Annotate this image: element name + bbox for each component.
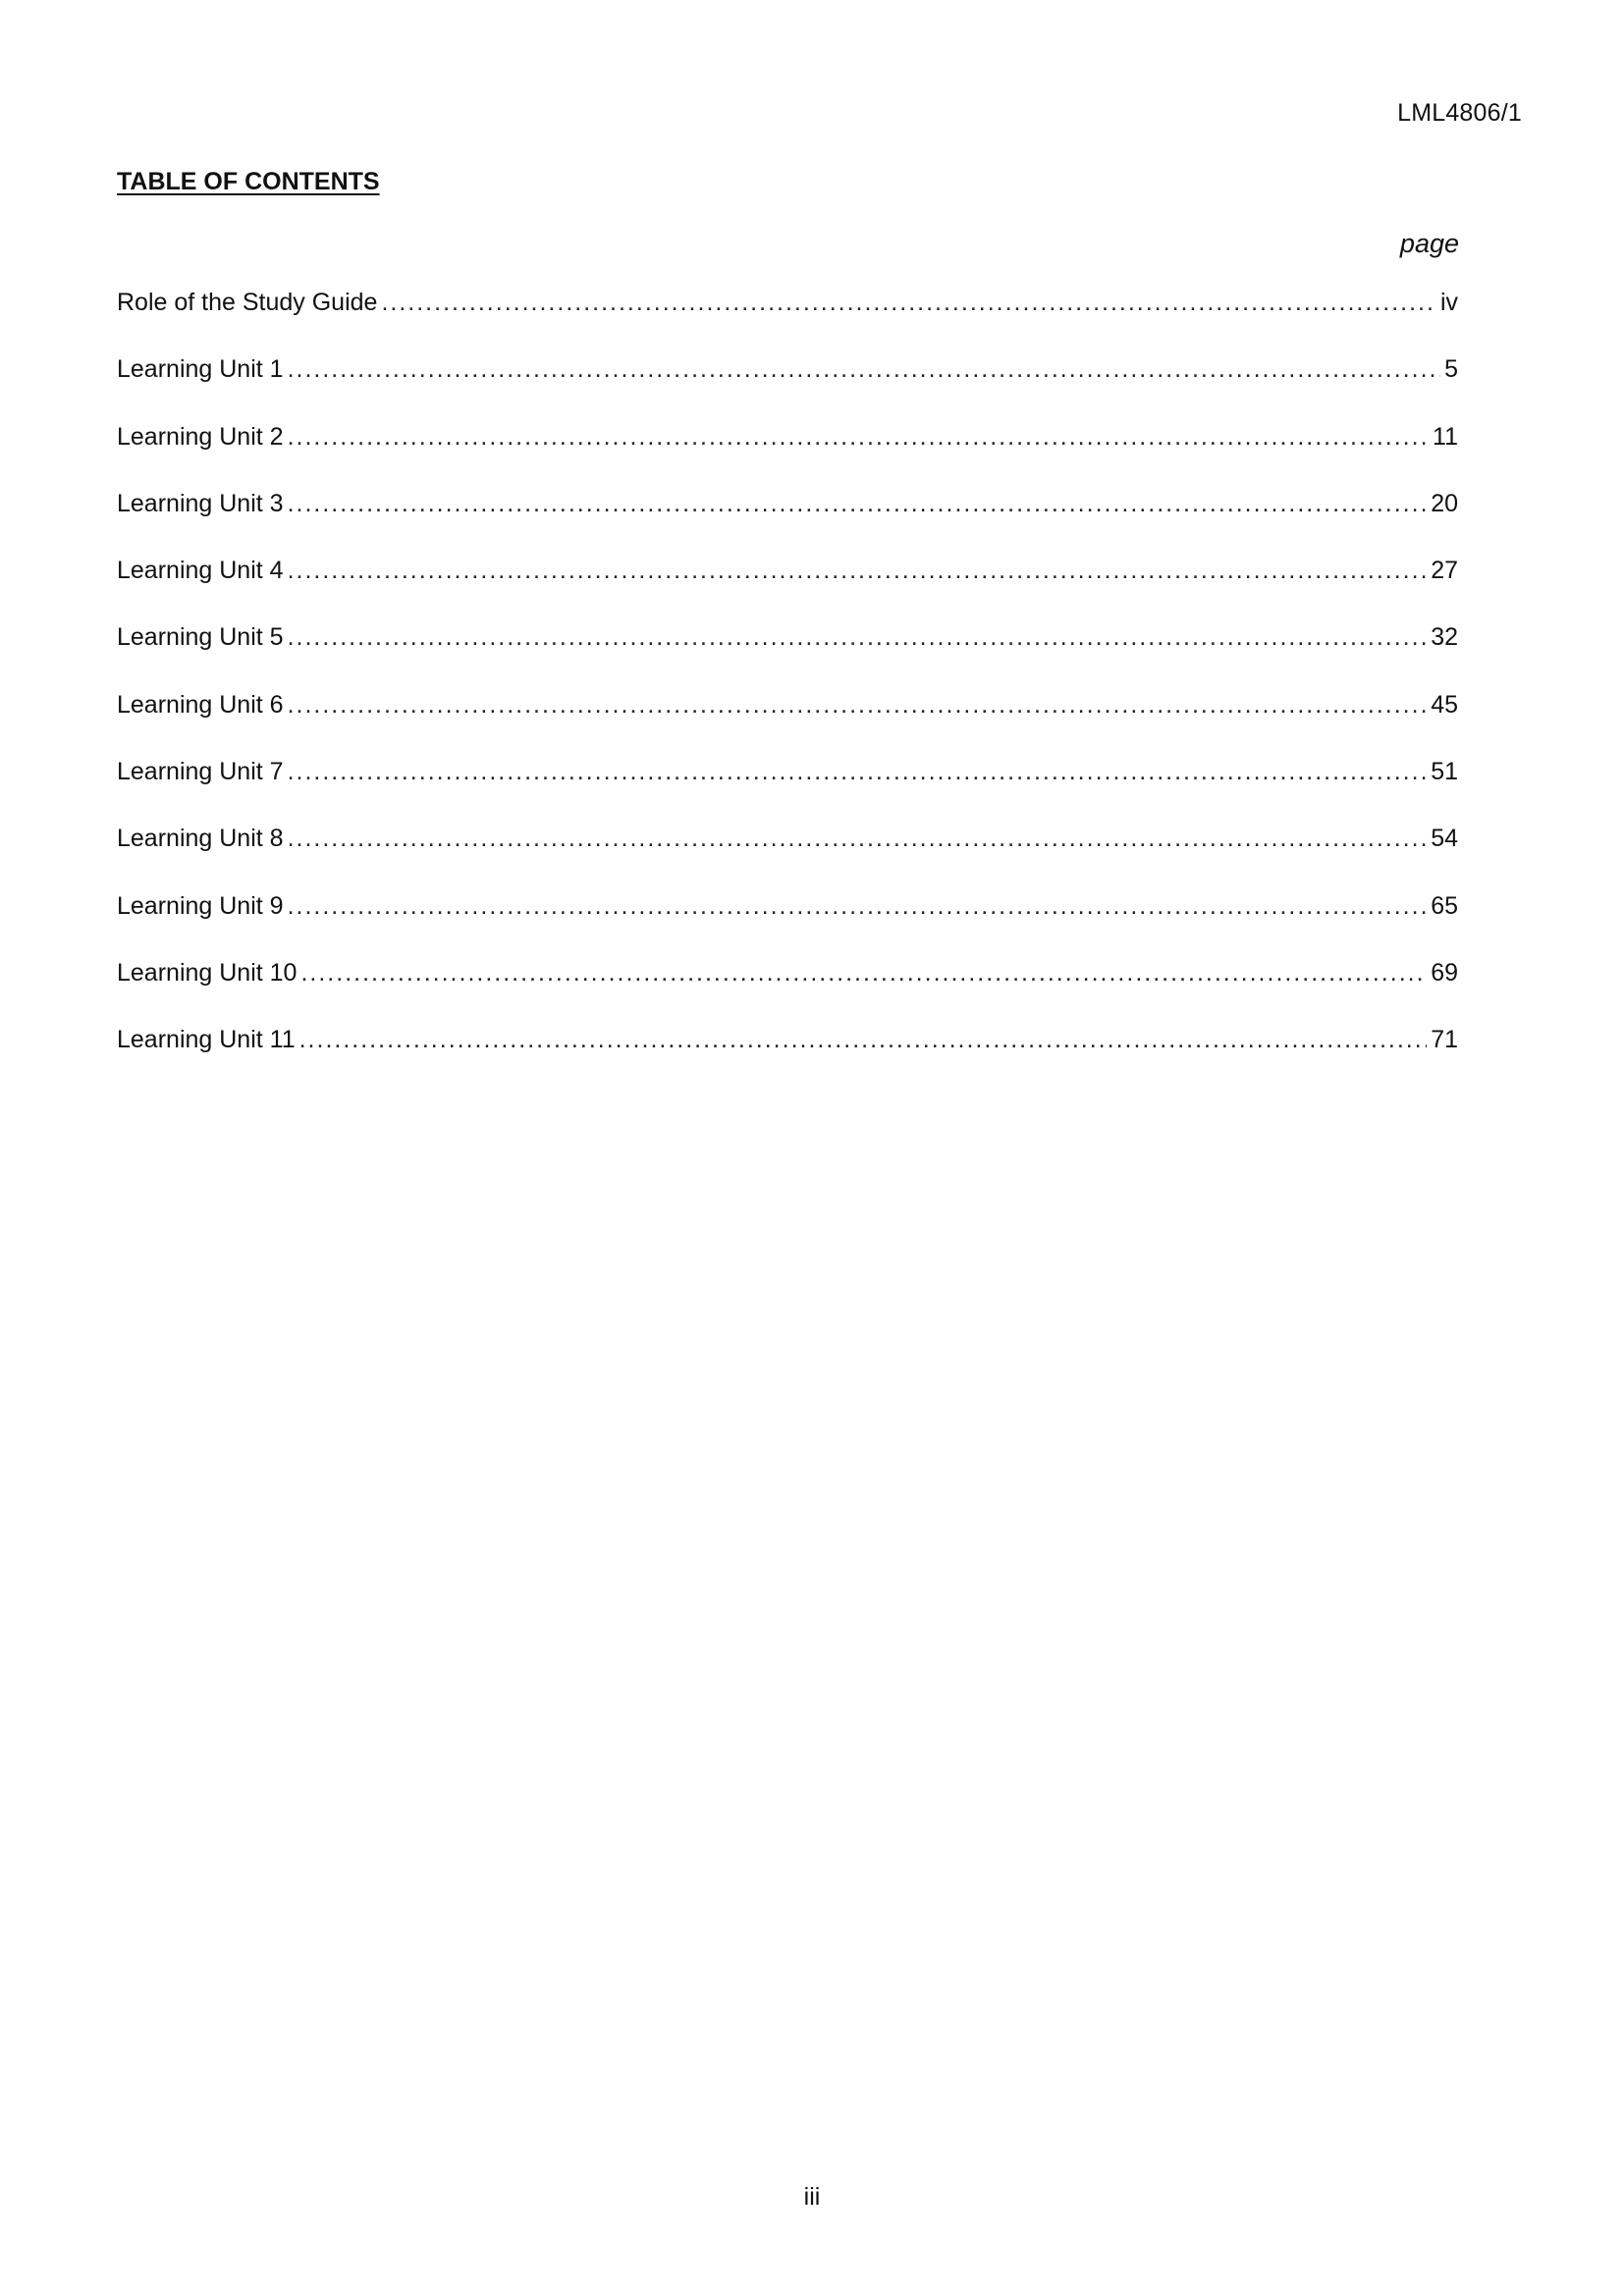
toc-entry[interactable] [117, 623, 1458, 690]
dot-leader [300, 959, 1427, 988]
dot-leader [288, 892, 1428, 921]
toc-entry-title[interactable]: Learning Unit 4 [117, 557, 284, 585]
dot-leader [288, 691, 1428, 720]
page-column-label: page [1399, 229, 1459, 258]
toc-entry[interactable] [117, 959, 1458, 1026]
toc-heading: TABLE OF CONTENTS [117, 168, 380, 195]
toc-entry-page[interactable]: 45 [1431, 690, 1458, 719]
toc-entry-title[interactable]: Learning Unit 8 [117, 825, 284, 853]
toc-entry-page[interactable]: 11 [1433, 422, 1458, 451]
toc-entry-page[interactable]: 27 [1431, 557, 1458, 585]
toc-list [117, 289, 1458, 1094]
toc-entry-page[interactable]: iv [1439, 289, 1458, 316]
toc-entry[interactable] [117, 355, 1458, 422]
dot-leader [288, 623, 1428, 652]
toc-entry[interactable] [117, 758, 1458, 825]
toc-entry-page[interactable]: 5 [1444, 355, 1458, 384]
page-number: iii [803, 2183, 821, 2211]
document-code: LML4806/1 [1397, 99, 1522, 127]
toc-entry[interactable] [117, 825, 1458, 891]
toc-entry-title[interactable]: Learning Unit 9 [117, 891, 284, 920]
toc-entry-title[interactable]: Learning Unit 3 [117, 489, 284, 517]
dot-leader [299, 1026, 1428, 1054]
toc-entry-title[interactable]: Learning Unit 2 [117, 422, 284, 451]
toc-entry[interactable] [117, 1026, 1458, 1093]
dot-leader [288, 355, 1441, 384]
toc-entry-page[interactable]: 51 [1431, 758, 1458, 786]
dot-leader [288, 557, 1428, 585]
toc-entry-title[interactable]: Learning Unit 5 [117, 623, 284, 652]
toc-entry-page[interactable]: 71 [1431, 1026, 1458, 1054]
toc-entry-page[interactable]: 65 [1431, 891, 1458, 920]
dot-leader [288, 825, 1428, 853]
toc-entry-page[interactable]: 20 [1431, 489, 1458, 517]
toc-entry-title[interactable]: Learning Unit 6 [117, 690, 284, 719]
toc-entry-page[interactable]: 69 [1431, 958, 1458, 987]
toc-entry[interactable] [117, 892, 1458, 959]
toc-entry-page[interactable]: 32 [1431, 623, 1458, 652]
toc-entry[interactable] [117, 423, 1458, 490]
toc-entry[interactable] [117, 557, 1458, 623]
toc-entry-title[interactable]: Learning Unit 10 [117, 958, 298, 987]
toc-entry[interactable] [117, 490, 1458, 557]
toc-entry-title[interactable]: Role of the Study Guide [117, 289, 378, 316]
toc-entry-page[interactable]: 54 [1431, 825, 1458, 853]
dot-leader [381, 289, 1435, 317]
toc-entry[interactable] [117, 289, 1458, 355]
toc-entry[interactable] [117, 691, 1458, 758]
dot-leader [288, 758, 1428, 786]
dot-leader [288, 423, 1429, 452]
toc-entry-title[interactable]: Learning Unit 7 [117, 758, 284, 786]
toc-entry-title[interactable]: Learning Unit 1 [117, 355, 284, 384]
toc-entry-title[interactable]: Learning Unit 11 [117, 1026, 296, 1054]
dot-leader [288, 490, 1428, 518]
